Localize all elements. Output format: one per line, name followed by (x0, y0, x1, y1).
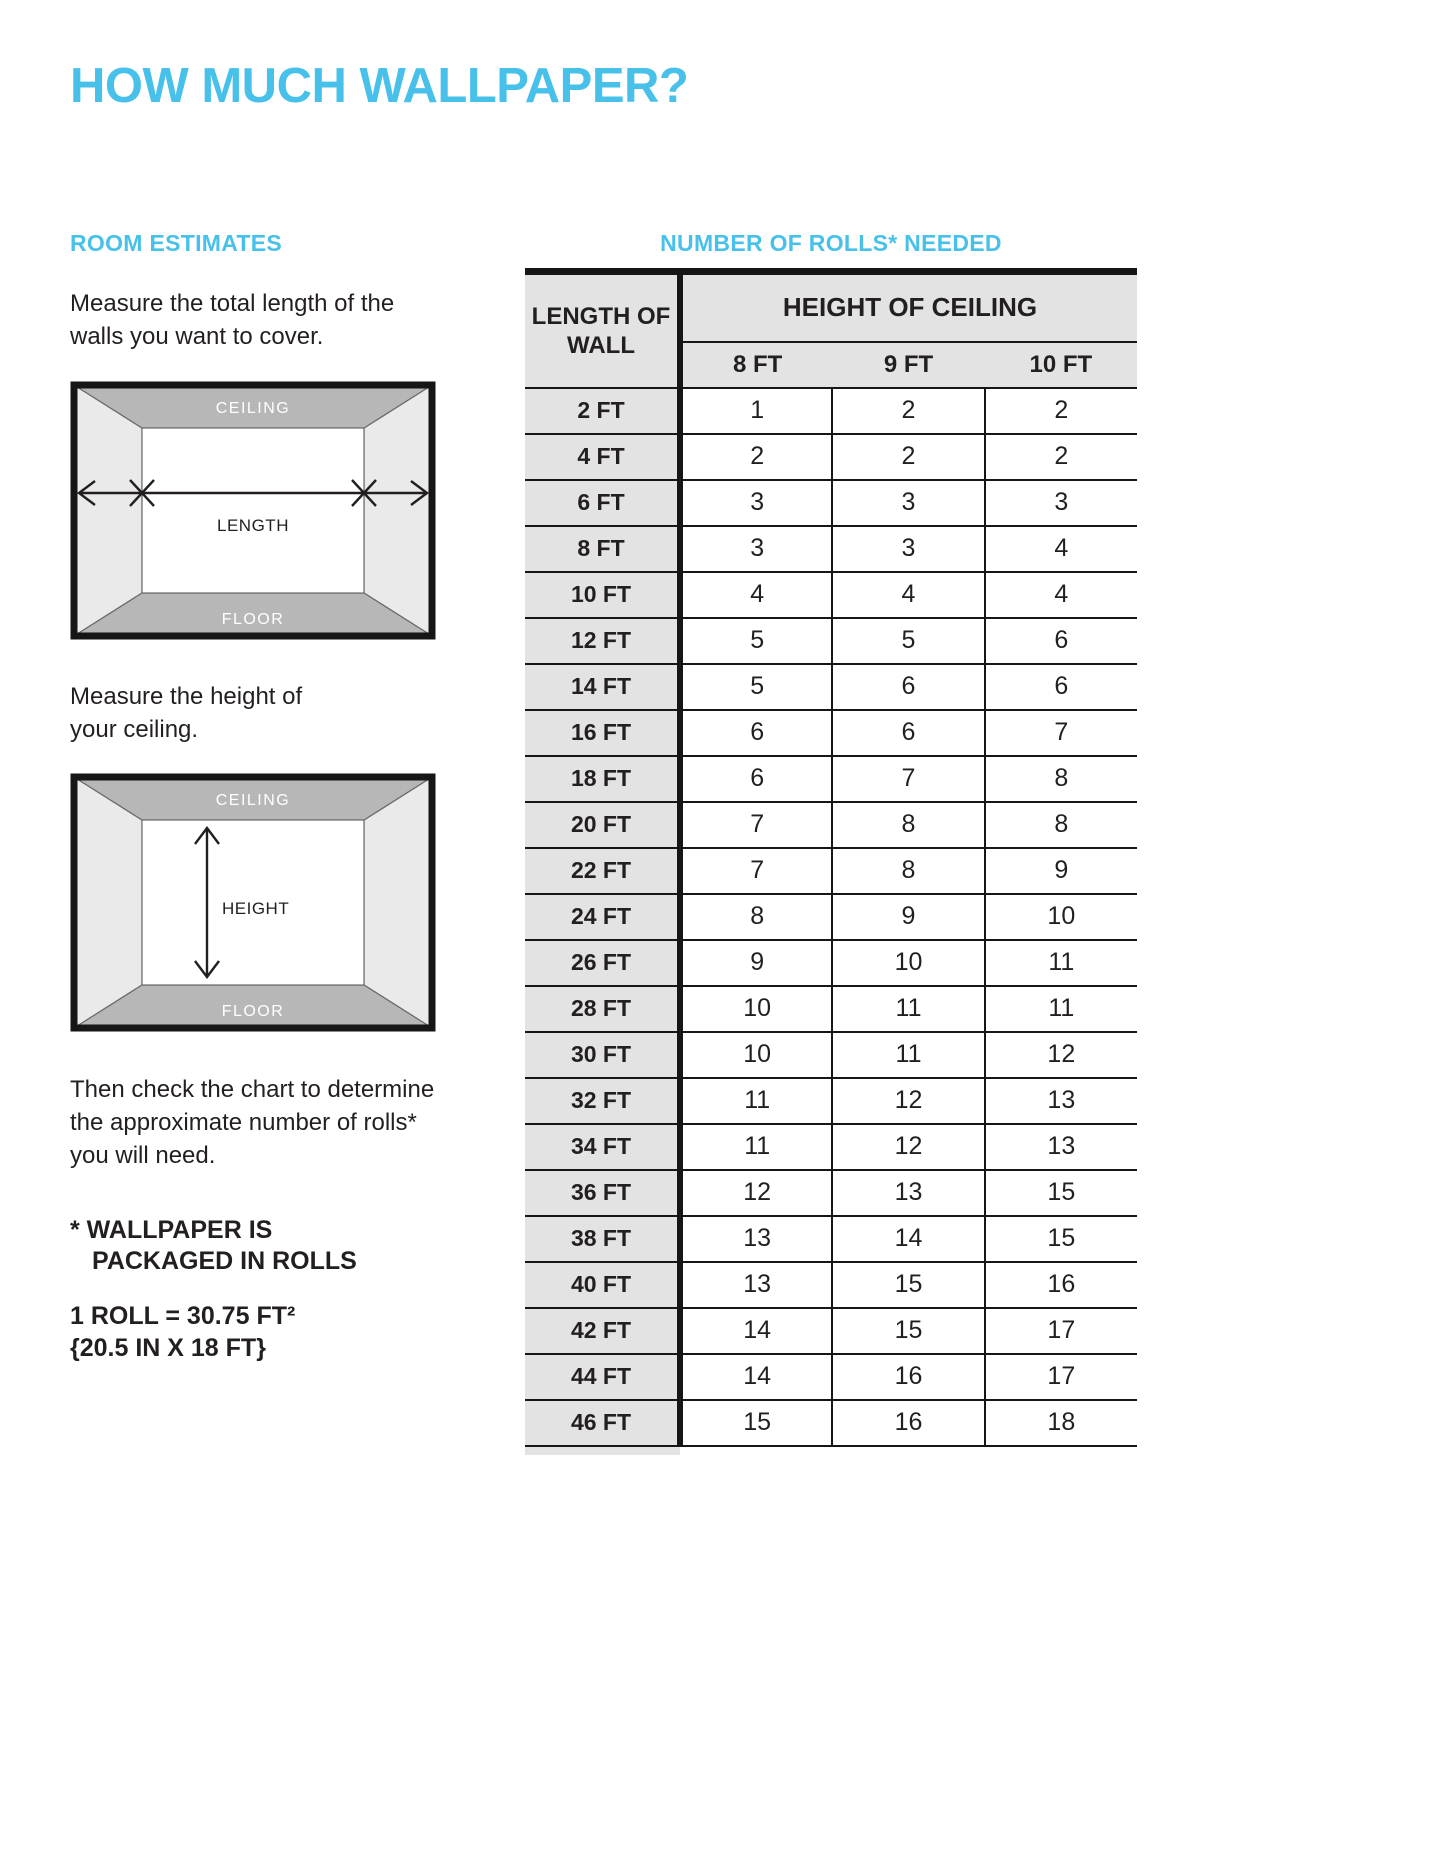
roll-count-cell: 2 (680, 434, 832, 480)
roll-count-cell: 13 (680, 1216, 832, 1262)
table-row (525, 618, 1137, 664)
roll-count-cell: 6 (832, 710, 984, 756)
roll-size-info (70, 1300, 295, 1364)
roll-count-cell: 3 (680, 526, 832, 572)
table-row (525, 572, 1137, 618)
roll-count-cell: 3 (832, 480, 984, 526)
roll-count-cell: 12 (832, 1124, 984, 1170)
roll-count-cell: 10 (680, 986, 832, 1032)
roll-dimensions-line: {20.5 IN X 18 FT} (70, 1334, 266, 1362)
roll-count-cell: 11 (832, 986, 984, 1032)
table-row (525, 1262, 1137, 1308)
roll-count-cell: 14 (680, 1354, 832, 1400)
roll-count-cell: 12 (680, 1170, 832, 1216)
row-length-label: 22 FT (525, 848, 680, 894)
table-row (525, 802, 1137, 848)
column-header-9ft: 9 FT (832, 342, 984, 388)
roll-count-cell: 10 (680, 1032, 832, 1078)
roll-count-cell: 6 (985, 618, 1137, 664)
row-length-label: 28 FT (525, 986, 680, 1032)
row-length-label: 32 FT (525, 1078, 680, 1124)
roll-count-cell: 18 (985, 1400, 1137, 1446)
row-length-label: 4 FT (525, 434, 680, 480)
roll-count-cell: 17 (985, 1308, 1137, 1354)
row-length-label: 44 FT (525, 1354, 680, 1400)
rolls-needed-heading: NUMBER OF ROLLS* NEEDED (660, 230, 1002, 256)
left-wall-surface (74, 777, 142, 1028)
table-row (525, 388, 1137, 434)
row-length-label: 6 FT (525, 480, 680, 526)
height-of-ceiling-header: HEIGHT OF CEILING (680, 272, 1137, 342)
row-length-label: 2 FT (525, 388, 680, 434)
table-row (525, 664, 1137, 710)
roll-count-cell: 2 (985, 388, 1137, 434)
roll-count-cell: 15 (832, 1308, 984, 1354)
roll-count-cell: 5 (680, 618, 832, 664)
row-length-label: 18 FT (525, 756, 680, 802)
roll-count-cell: 14 (680, 1308, 832, 1354)
rolls-table-header (525, 272, 1137, 388)
roll-count-cell: 11 (680, 1078, 832, 1124)
room-height-diagram (70, 773, 436, 1032)
roll-count-cell: 9 (985, 848, 1137, 894)
measure-height-instruction: Measure the height of your ceiling. (70, 683, 303, 743)
table-row (525, 1400, 1137, 1446)
roll-count-cell: 15 (985, 1216, 1137, 1262)
roll-count-cell: 13 (680, 1262, 832, 1308)
roll-count-cell: 15 (985, 1170, 1137, 1216)
row-length-label: 8 FT (525, 526, 680, 572)
measure-length-instruction: Measure the total length of the walls you want to cover. (70, 290, 395, 350)
row-length-label: 46 FT (525, 1400, 680, 1446)
row-length-label: 10 FT (525, 572, 680, 618)
check-chart-instruction: Then check the chart to determine the approximate number of rolls* you will need. (70, 1076, 435, 1169)
table-row (525, 1078, 1137, 1124)
roll-count-cell: 8 (832, 802, 984, 848)
row-length-label: 14 FT (525, 664, 680, 710)
roll-count-cell: 4 (985, 572, 1137, 618)
roll-count-cell: 11 (832, 1032, 984, 1078)
roll-count-cell: 7 (680, 848, 832, 894)
table-row (525, 526, 1137, 572)
roll-count-cell: 11 (985, 940, 1137, 986)
roll-count-cell: 11 (985, 986, 1137, 1032)
roll-count-cell: 5 (832, 618, 984, 664)
roll-count-cell: 5 (680, 664, 832, 710)
roll-count-cell: 9 (680, 940, 832, 986)
row-length-label: 24 FT (525, 894, 680, 940)
roll-count-cell: 13 (985, 1078, 1137, 1124)
room-length-diagram (70, 381, 436, 640)
page-title: HOW MUCH WALLPAPER? (70, 59, 689, 113)
row-length-label: 38 FT (525, 1216, 680, 1262)
table-row (525, 1170, 1137, 1216)
row-length-label: 40 FT (525, 1262, 680, 1308)
roll-count-cell: 2 (832, 388, 984, 434)
floor-label: FLOOR (221, 611, 285, 628)
roll-count-cell: 12 (985, 1032, 1137, 1078)
roll-count-cell: 16 (985, 1262, 1137, 1308)
roll-count-cell: 3 (985, 480, 1137, 526)
roll-count-cell: 4 (680, 572, 832, 618)
length-of-wall-header: LENGTH OF WALL (525, 272, 680, 388)
row-length-label: 42 FT (525, 1308, 680, 1354)
note-line-1: * WALLPAPER IS (70, 1216, 273, 1244)
table-row (525, 848, 1137, 894)
room-estimates-heading: ROOM ESTIMATES (70, 230, 283, 256)
row-length-label: 36 FT (525, 1170, 680, 1216)
table-row (525, 986, 1137, 1032)
rolls-table-container (525, 268, 1139, 1455)
row-length-label: 20 FT (525, 802, 680, 848)
roll-count-cell: 13 (832, 1170, 984, 1216)
table-row (525, 1124, 1137, 1170)
roll-count-cell: 14 (832, 1216, 984, 1262)
roll-count-cell: 10 (832, 940, 984, 986)
room-length-diagram-svg (70, 381, 436, 640)
roll-count-cell: 13 (985, 1124, 1137, 1170)
roll-count-cell: 9 (832, 894, 984, 940)
length-label: LENGTH (217, 516, 289, 535)
column-header-8ft: 8 FT (680, 342, 832, 388)
table-row (525, 756, 1137, 802)
roll-count-cell: 8 (680, 894, 832, 940)
roll-count-cell: 12 (832, 1078, 984, 1124)
rolls-table-body (525, 388, 1137, 1446)
row-length-label: 34 FT (525, 1124, 680, 1170)
roll-count-cell: 6 (832, 664, 984, 710)
roll-count-cell: 4 (832, 572, 984, 618)
table-row (525, 1216, 1137, 1262)
roll-count-cell: 3 (832, 526, 984, 572)
ceiling-label: CEILING (215, 792, 291, 809)
table-row (525, 940, 1137, 986)
table-row (525, 1354, 1137, 1400)
room-height-diagram-svg (70, 773, 436, 1032)
roll-area-line: 1 ROLL = 30.75 FT² (70, 1302, 296, 1330)
ceiling-label: CEILING (215, 400, 291, 417)
roll-count-cell: 6 (680, 710, 832, 756)
roll-count-cell: 6 (680, 756, 832, 802)
row-length-label: 16 FT (525, 710, 680, 756)
roll-count-cell: 15 (680, 1400, 832, 1446)
rolls-needed-table (525, 268, 1137, 1447)
right-wall-surface (364, 385, 432, 636)
roll-count-cell: 3 (680, 480, 832, 526)
row-length-label: 30 FT (525, 1032, 680, 1078)
table-row (525, 710, 1137, 756)
table-row (525, 894, 1137, 940)
floor-label: FLOOR (221, 1003, 285, 1020)
roll-count-cell: 16 (832, 1354, 984, 1400)
table-row (525, 434, 1137, 480)
roll-count-cell: 8 (985, 802, 1137, 848)
roll-count-cell: 4 (985, 526, 1137, 572)
roll-count-cell: 7 (832, 756, 984, 802)
row-length-label: 26 FT (525, 940, 680, 986)
roll-count-cell: 8 (985, 756, 1137, 802)
roll-count-cell: 17 (985, 1354, 1137, 1400)
roll-count-cell: 10 (985, 894, 1137, 940)
table-row (525, 1032, 1137, 1078)
roll-count-cell: 16 (832, 1400, 984, 1446)
left-wall-surface (74, 385, 142, 636)
row-length-label: 12 FT (525, 618, 680, 664)
roll-count-cell: 1 (680, 388, 832, 434)
roll-count-cell: 7 (985, 710, 1137, 756)
roll-count-cell: 11 (680, 1124, 832, 1170)
packaged-in-rolls-note (70, 1215, 357, 1277)
roll-count-cell: 6 (985, 664, 1137, 710)
table-row (525, 1308, 1137, 1354)
label-column-tail (525, 1447, 680, 1455)
note-line-2: PACKAGED IN ROLLS (92, 1247, 357, 1275)
back-wall-surface (142, 428, 364, 593)
table-row (525, 480, 1137, 526)
right-wall-surface (364, 777, 432, 1028)
roll-count-cell: 7 (680, 802, 832, 848)
roll-count-cell: 2 (985, 434, 1137, 480)
roll-count-cell: 2 (832, 434, 984, 480)
column-header-10ft: 10 FT (985, 342, 1137, 388)
roll-count-cell: 15 (832, 1262, 984, 1308)
height-label: HEIGHT (222, 899, 290, 918)
roll-count-cell: 8 (832, 848, 984, 894)
